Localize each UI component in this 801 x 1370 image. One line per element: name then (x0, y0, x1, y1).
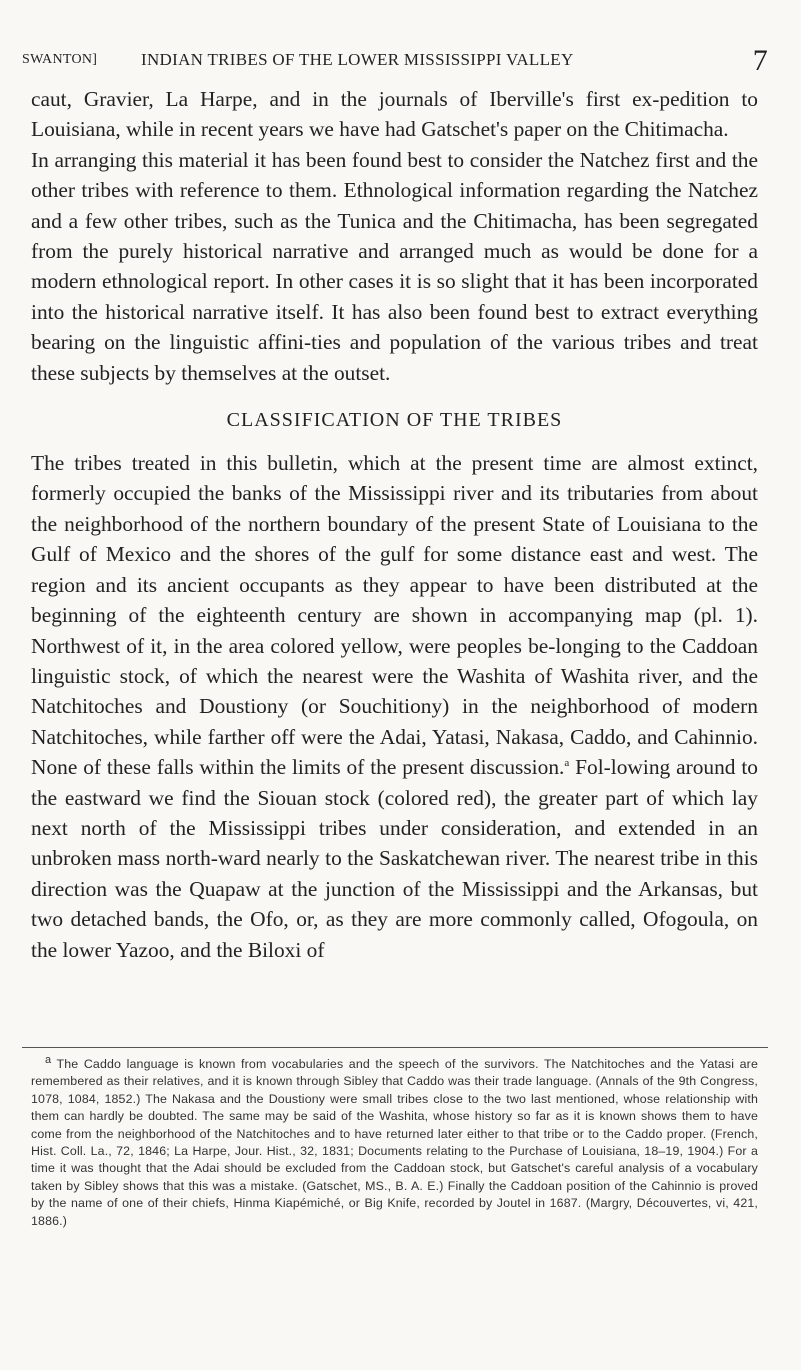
footnote (31, 1053, 758, 1230)
paragraph-1: caut, Gravier, La Harpe, and in the journals of Iberville's first ex-pedition to Louisiana, while in recent years we have had Gatschet's paper on the Chitimacha. (31, 87, 758, 142)
footnote-marker: a (45, 1053, 52, 1066)
running-head-title: INDIAN TRIBES OF THE LOWER MISSISSIPPI VALLEY (141, 50, 574, 69)
paragraph-2: In arranging this material it has been found best to consider the Natchez first and the other tribes with reference to them. Ethnological information regarding the Natchez and a few other tribes, such as the Tunica and the Chitimacha, has been segregated from the purely historical narrative and arranged much as would be done for a modern ethnological report. In other cases it is so slight that it has been incorporated into the historical narrative itself. It has also been found best to extract everything bearing on the linguistic affini-ties and population of the various tribes and treat these subjects by themselves at the outset. (31, 147, 758, 385)
footnote-reference[interactable]: a (564, 757, 570, 769)
page-number: 7 (752, 44, 768, 77)
footnote-paragraph (31, 1053, 758, 1230)
footnote-divider (22, 1047, 768, 1048)
running-head-author: SWANTON] (22, 52, 98, 67)
section-heading: CLASSIFICATION OF THE TRIBES (226, 409, 563, 432)
running-head (22, 44, 768, 84)
classification-text-part-1: The tribes treated in this bulletin, which at the present time are almost extinct, formerly occupied the banks of the Mississippi river and its tributaries from about the neighborhood of the northern boundary of the present State of Louisiana to the Gulf of Mexico and the shores of the gulf for some distance east and west. The region and its ancient occupants as they appear to have been distributed at the beginning of the eighteenth century are shown in accompanying map (pl. 1). Northwest of it, in the area colored yellow, were peoples be-longing to the Caddoan linguistic stock, of which the nearest were the Washita of Washita river, and the Natchitoches and Doustiony (or Souchitiony) in the neighborhood of modern Natchitoches, while farther off were the Adai, Yatasi, Nakasa, Caddo, and Cahinnio. None of these falls within the limits of the present discussion. (31, 451, 758, 780)
body-text (31, 84, 758, 965)
classification-text-part-2: Fol-lowing around to the eastward we find the Siouan stock (colored red), the greater part of which lay next north of the Mississippi tribes under consideration, and extended in an unbroken mass north-ward nearly to the Saskatchewan river. The nearest tribe in this direction was the Quapaw at the junction of the Mississippi and the Arkansas, but two detached bands, the Ofo, or, as they are more commonly called, Ofogoula, on the lower Yazoo, and the Biloxi of (31, 755, 758, 962)
paragraph-classification (31, 448, 758, 965)
footnote-text: The Caddo language is known from vocabularies and the speech of the survivors. The Natchitoches and the Yatasi are remembered as their relatives, and it is known through Sibley that Caddo was their trade language. (Annals of the 9th Congress, 1078, 1084, 1852.) The Nakasa and the Doustiony were small tribes close to the two last mentioned, whose relationship with them can hardly be doubted. The same may be said of the Washita, whose history so far as it is known shows them to have come from the neighborhood of the Natchitoches and to have returned later either to that tribe or to the Caddo proper. (French, Hist. Coll. La., 72, 1846; La Harpe, Jour. Hist., 32, 1831; Documents relating to the Purchase of Louisiana, 18–19, 1904.) For a time it was thought that the Adai should be excluded from the Caddoan stock, but Gatschet's careful analysis of a vocabulary taken by Sibley shows that this was a mistake. (Gatschet, MS., B. A. E.) Finally the Caddoan position of the Cahinnio is proved by the name of one of their chiefs, Hinma Kiapémiché, or Big Knife, recorded by Joutel in 1687. (Margry, Découvertes, vi, 421, 1886.) (31, 1057, 758, 1228)
